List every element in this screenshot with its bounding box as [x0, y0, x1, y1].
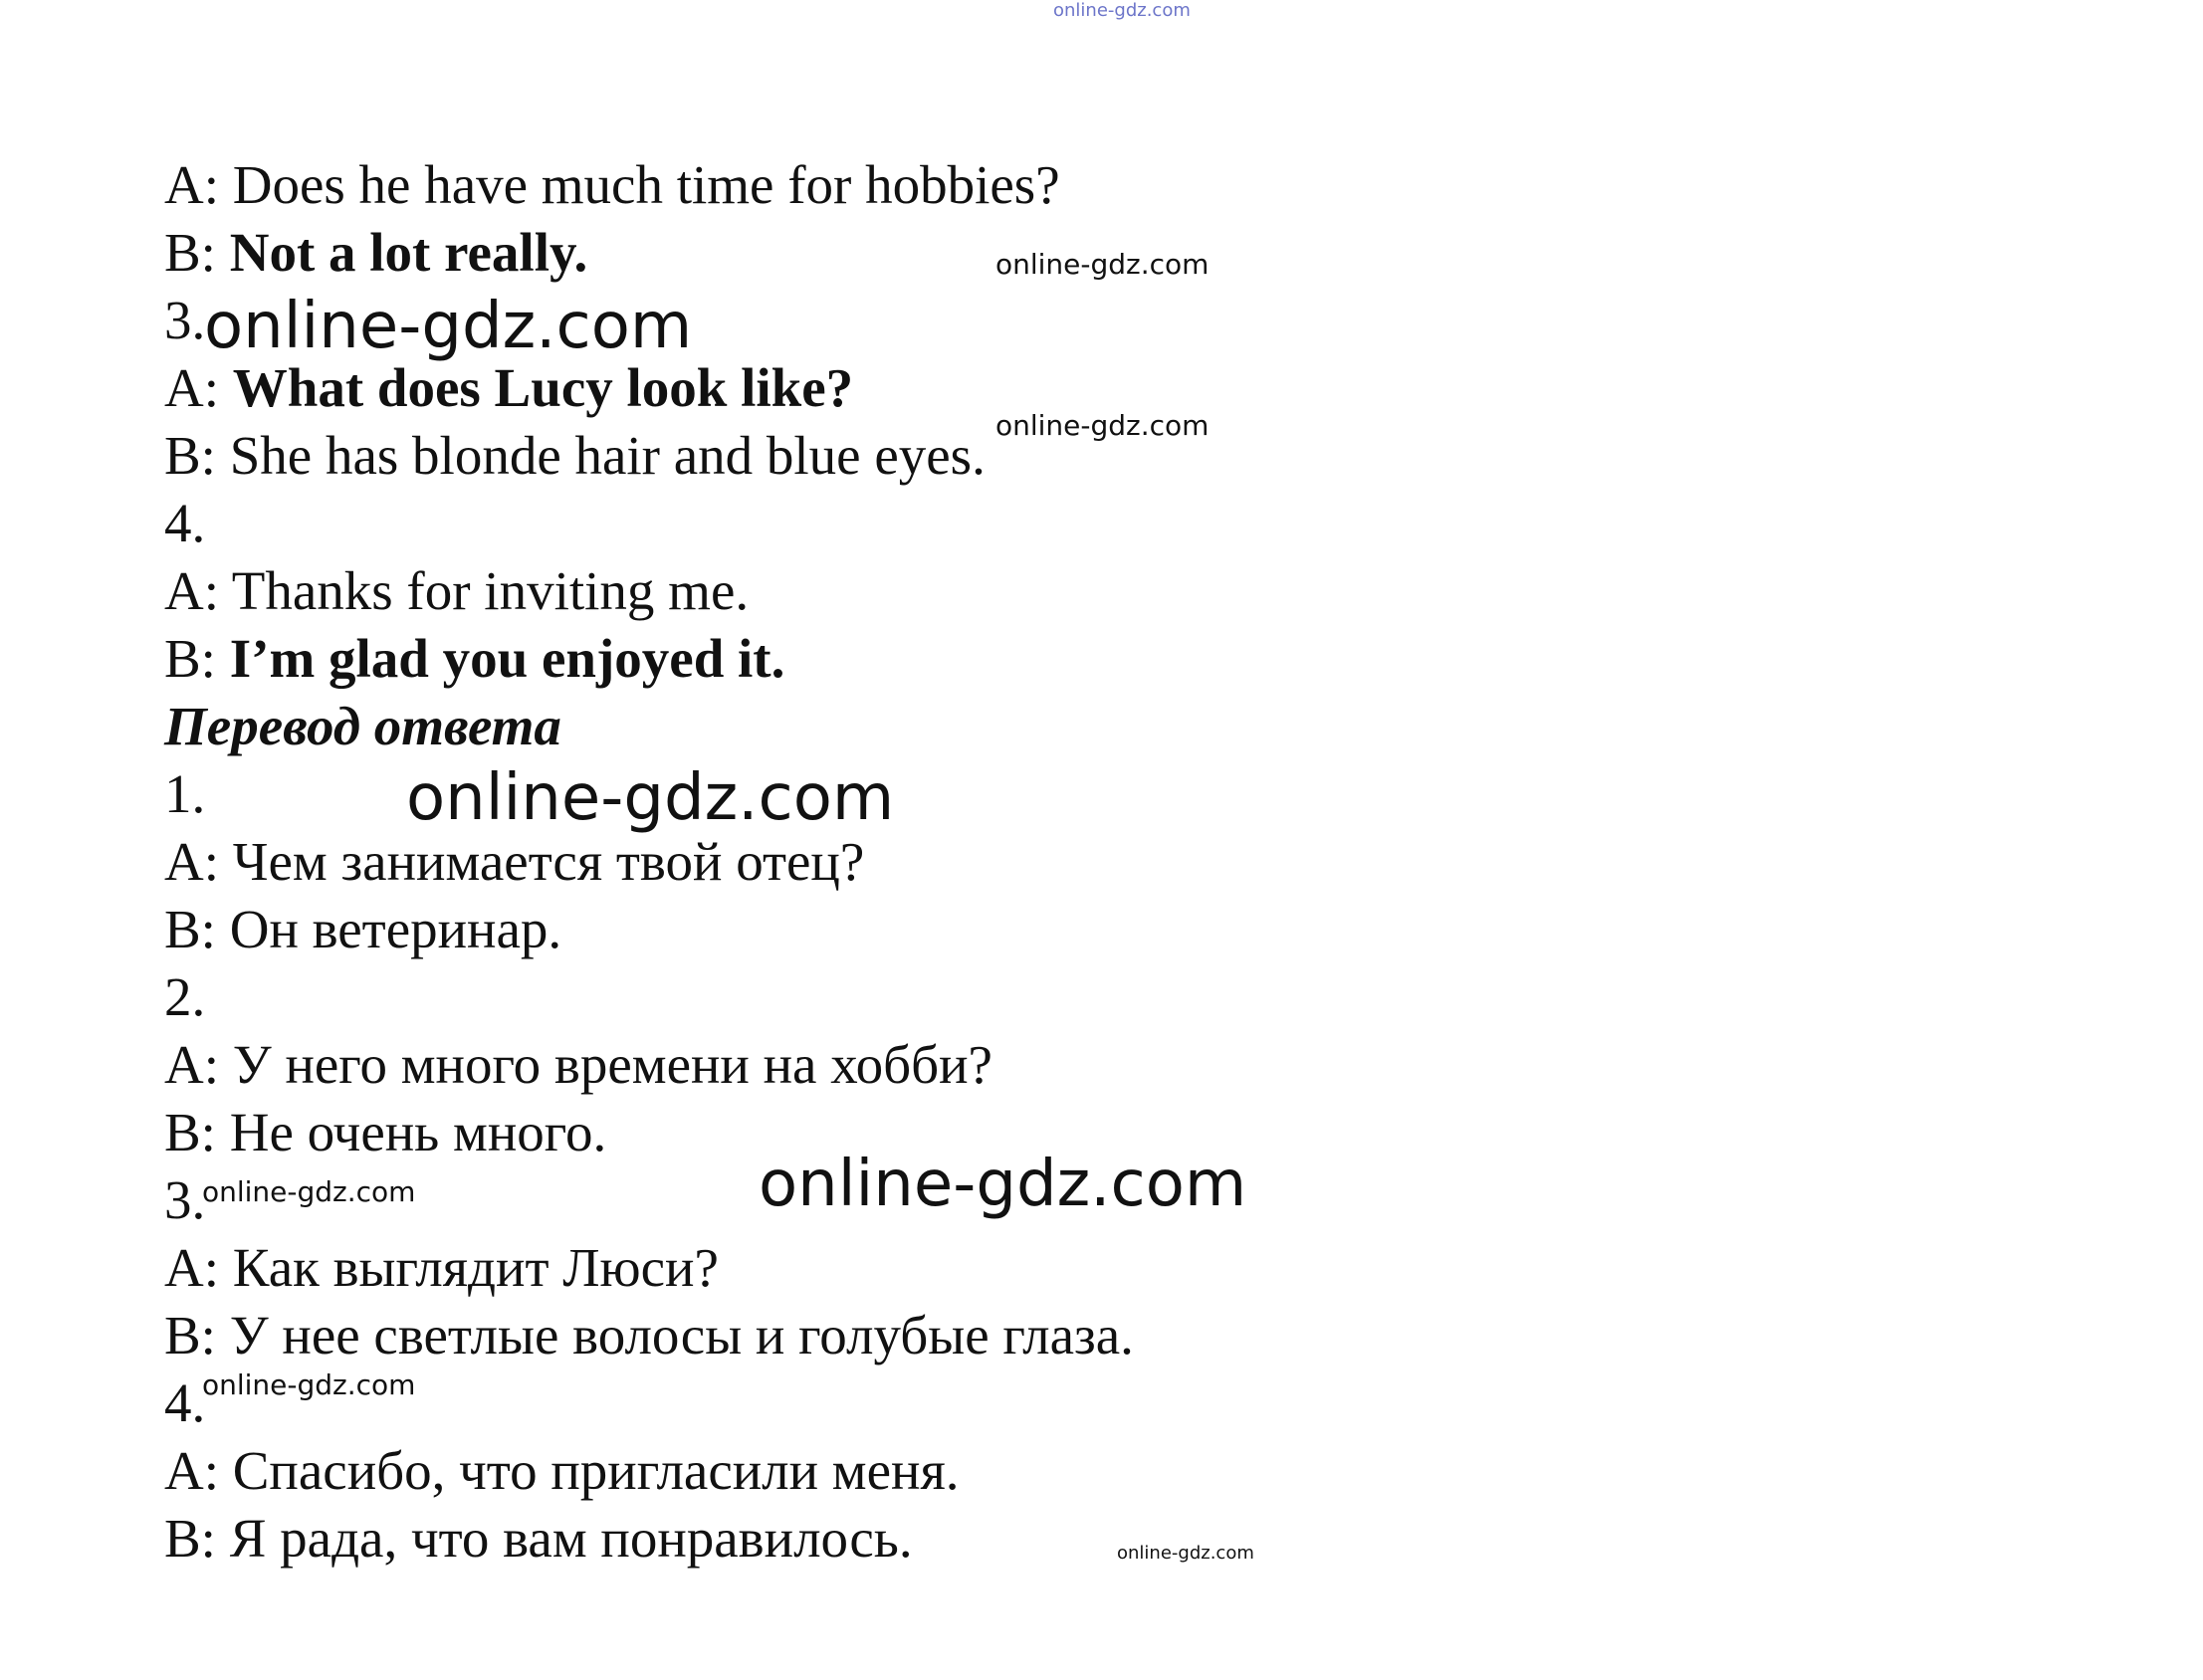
watermark: online-gdz.com: [995, 409, 1210, 442]
watermark-top: online-gdz.com: [1053, 0, 1191, 21]
translation-line: [164, 899, 562, 959]
translation-text: Не очень много.: [229, 1102, 607, 1162]
speaker-label: B:: [164, 1508, 230, 1569]
watermark: online-gdz.com: [406, 761, 895, 835]
speaker-label: A:: [164, 357, 233, 418]
speaker-label: A:: [164, 560, 232, 621]
dialogue-line: [164, 222, 588, 283]
speaker-label: B:: [164, 1102, 230, 1162]
item-number: 2.: [164, 966, 206, 1027]
speaker-label: A:: [164, 154, 233, 215]
translation-text: Чем занимается твой отец?: [232, 831, 865, 892]
translation-line: [164, 1508, 913, 1569]
speaker-label: A:: [164, 831, 233, 892]
translation-line: [164, 831, 865, 892]
speaker-label: B:: [164, 222, 230, 283]
watermark: online-gdz.com: [995, 248, 1210, 281]
translation-line: [164, 1305, 1134, 1365]
answer-text: What does Lucy look like?: [232, 357, 854, 418]
speaker-label: A:: [164, 1034, 233, 1095]
speaker-label: B:: [164, 628, 230, 689]
item-number: 4.: [164, 493, 206, 553]
translation-text: Он ветеринар.: [229, 899, 562, 959]
speaker-label: A:: [164, 1237, 233, 1298]
answer-text: Not a lot really.: [229, 222, 588, 283]
item-number: 3.: [164, 1169, 206, 1230]
translation-text: Я рада, что вам понравилось.: [229, 1508, 913, 1569]
translation-line: [164, 1440, 960, 1501]
translation-line: [164, 1102, 607, 1162]
item-number: 4.: [164, 1372, 206, 1433]
item-number: 3.: [164, 290, 206, 350]
speaker-label: B:: [164, 899, 230, 959]
watermark: online-gdz.com: [202, 1175, 416, 1208]
dialogue-line: [164, 560, 750, 621]
watermark: online-gdz.com: [1117, 1543, 1254, 1564]
watermark: online-gdz.com: [759, 1148, 1247, 1221]
translation-line: [164, 1237, 719, 1298]
dialogue-text: Thanks for inviting me.: [231, 560, 750, 621]
dialogue-text: Does he have much time for hobbies?: [232, 154, 1060, 215]
translation-line: [164, 1034, 992, 1095]
speaker-label: A:: [164, 1440, 233, 1501]
answer-text: I’m glad you enjoyed it.: [229, 628, 785, 689]
translation-heading: Перевод ответа: [164, 696, 561, 756]
dialogue-line: [164, 628, 785, 689]
watermark: online-gdz.com: [204, 290, 693, 363]
dialogue-line: [164, 154, 1060, 215]
item-number: 1.: [164, 763, 206, 824]
dialogue-text: She has blonde hair and blue eyes.: [229, 425, 986, 486]
translation-text: Спасибо, что пригласили меня.: [232, 1440, 960, 1501]
speaker-label: B:: [164, 1305, 230, 1365]
translation-text: У нее светлые волосы и голубые глаза.: [229, 1305, 1134, 1365]
translation-text: У него много времени на хобби?: [232, 1034, 992, 1095]
dialogue-line: [164, 425, 986, 486]
dialogue-line: [164, 357, 854, 418]
speaker-label: B:: [164, 425, 230, 486]
translation-text: Как выглядит Люси?: [232, 1237, 719, 1298]
watermark: online-gdz.com: [202, 1368, 416, 1401]
